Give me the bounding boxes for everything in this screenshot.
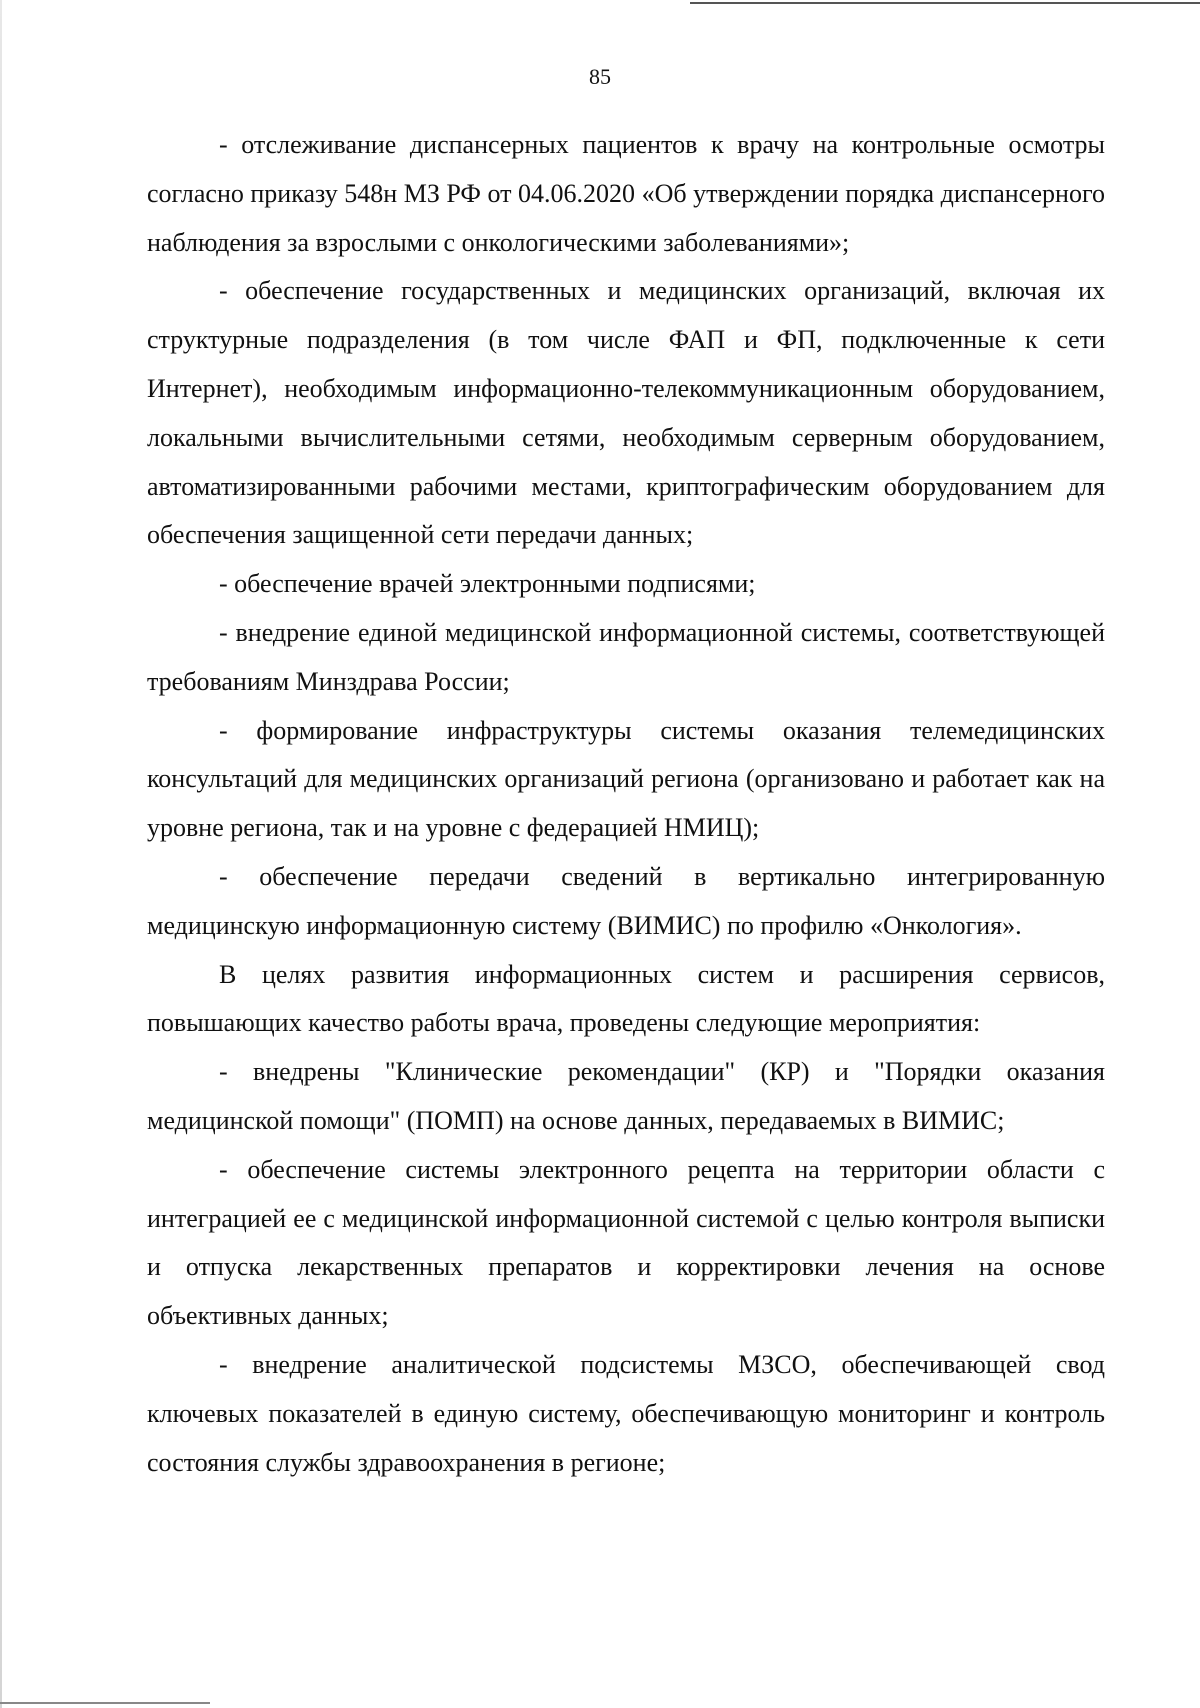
paragraph-analytics-subsystem: - внедрение аналитической подсистемы МЗСО, обеспечивающей свод ключевых показателей в единую систему, обеспечивающую мониторинг и контроль состояния службы здравоохранения в регионе; bbox=[147, 1349, 1105, 1477]
paragraph-electronic-signatures: - обеспечение врачей электронными подписями; bbox=[219, 569, 756, 599]
paragraph-dispensary-tracking: - отслеживание диспансерных пациентов к врачу на контрольные осмотры согласно приказу 548н МЗ РФ от 04.06.2020 «Об утверждении порядка диспансерного наблюдения за взрослыми с онкологическими заболеваниями»; bbox=[147, 130, 1105, 257]
body-text bbox=[147, 121, 1105, 1487]
page-number: 85 bbox=[589, 64, 611, 89]
paragraph-unified-mis: - внедрение единой медицинской информационной системы, соответствующей требованиям Минздрава России; bbox=[147, 617, 1105, 696]
scan-bottom-rule bbox=[0, 1702, 210, 1704]
scan-left-edge bbox=[0, 0, 2, 1708]
paragraph-equipment-provision: - обеспечение государственных и медицинских организаций, включая их структурные подразделения (в том числе ФАП и ФП, подключенные к сети Интернет), необходимым информационно-телекоммуникационным оборудованием, локальными вычислительными сетями, необходимым серверным оборудованием, автоматизированными рабочими местами, криптографическим оборудованием для обеспечения защищенной сети передачи данных; bbox=[147, 276, 1105, 550]
paragraph-development-intro: В целях развития информационных систем и расширения сервисов, повышающих качество работы врача, проведены следующие мероприятия: bbox=[147, 959, 1105, 1038]
scan-top-rule bbox=[690, 2, 1200, 4]
paragraph-telemedicine: - формирование инфраструктуры системы оказания телемедицинских консультаций для медицинских организаций региона (организовано и работает как на уровне региона, так и на уровне с федерацией НМИЦ); bbox=[147, 715, 1105, 843]
paragraph-clinical-guidelines: - внедрены "Клинические рекомендации" (КР) и "Порядки оказания медицинской помощи" (ПОМП) на основе данных, передаваемых в ВИМИС; bbox=[147, 1057, 1105, 1135]
paragraph-electronic-prescription: - обеспечение системы электронного рецепта на территории области с интеграцией ее с медицинской информационной системой с целью контроля выписки и отпуска лекарственных препаратов и корректировки лечения на основе объективных данных; bbox=[147, 1154, 1105, 1331]
paragraph-vimis-transfer: - обеспечение передачи сведений в вертикально интегрированную медицинскую информационную систему (ВИМИС) по профилю «Онкология». bbox=[147, 861, 1105, 940]
